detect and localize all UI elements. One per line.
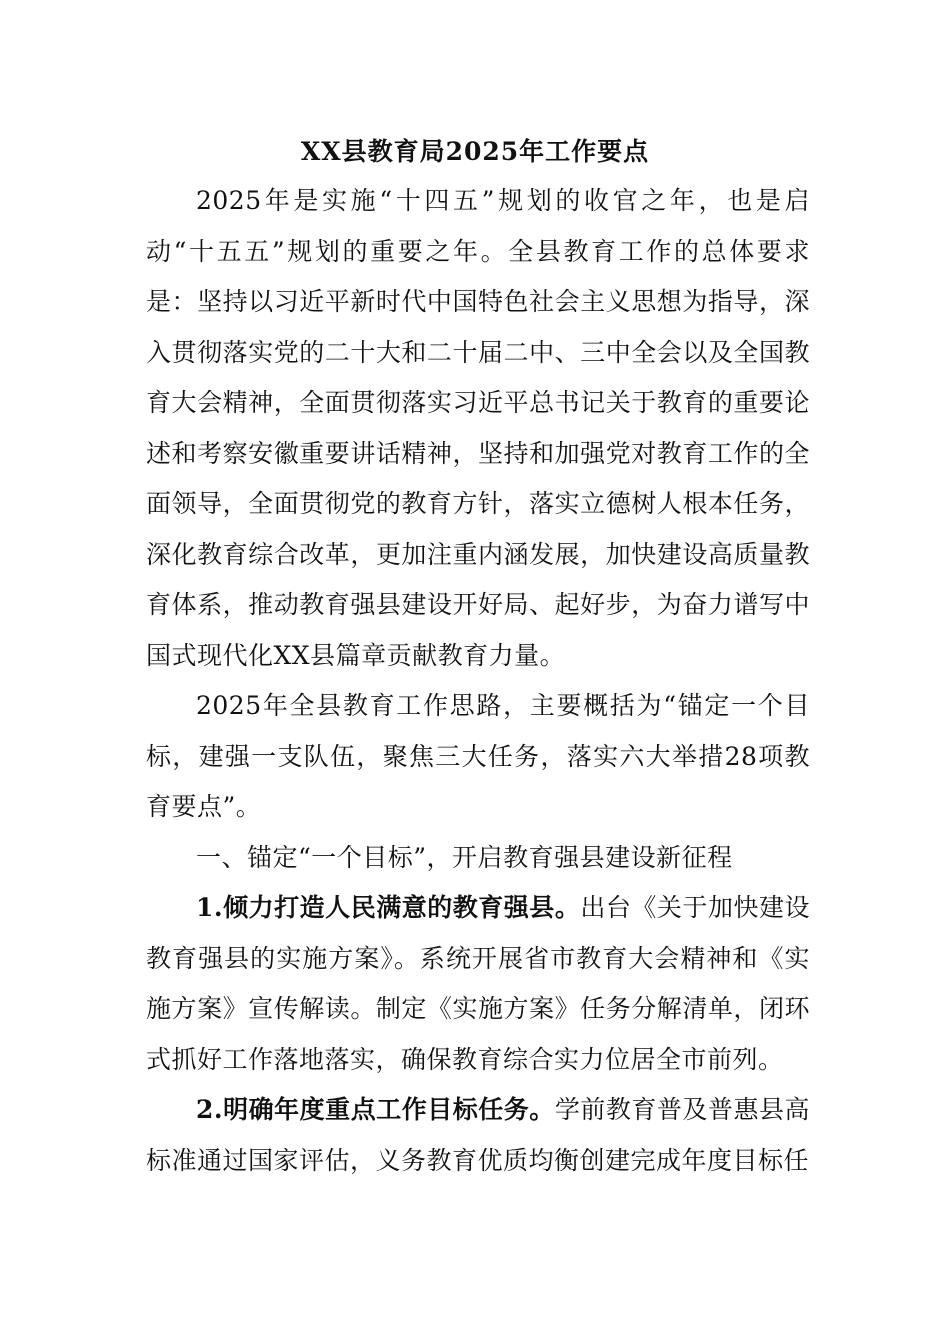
paragraph-text: 2025年全县教育工作思路，主要概括为“锚定一个目标，建强一支队伍，聚焦三大任务，落实六大举措28项教育要点”。 [146,691,810,821]
paragraph-item-1 [146,883,810,1085]
paragraph-text: 出台《关于加快建设教育强县的实施方案》。系统开展省市教育大会精神和《实施方案》宣传解读。制定《实施方案》任务分解清单，闭环式抓好工作落地落实，确保教育综合实力位居全市前列。 [146,893,810,1074]
paragraph-text: 学前教育普及普惠县高标准通过国家评估，义务教育优质均衡创建完成年度目标任 [146,1095,810,1175]
paragraph-item-2 [146,1085,810,1186]
paragraph-lead: 2.明确年度重点工作目标任务。 [196,1095,555,1124]
document-title: XX县教育局2025年工作要点 [300,137,650,166]
paragraph-text: 一、锚定“一个目标”，开启教育强县建设新征程 [196,842,733,872]
section-heading-one [146,833,810,884]
paragraph-overall-requirements [146,176,810,681]
paragraph-text: 2025年是实施“十四五”规划的收官之年，也是启动“十五五”规划的重要之年。全县教育工作的总体要求是：坚持以习近平新时代中国特色社会主义思想为指导，深入贯彻落实党的二十大和二十届二中、三中全会以及全国教育大会精神，全面贯彻落实习近平总书记关于教育的重要论述和考察安徽重要讲话精神，坚持和加强党对教育工作的全面领导，全面贯彻党的教育方针，落实立德树人根本任务，深化教育综合改革，更加注重内涵发展，加快建设高质量教育体系，推动教育强县建设开好局、起好步，为奋力谱写中国式现代化XX县篇章贡献教育力量。 [146,186,810,670]
paragraph-lead: 1.倾力打造人民满意的教育强县。 [196,893,581,922]
document-body [146,176,810,1186]
paragraph-work-approach [146,681,810,833]
